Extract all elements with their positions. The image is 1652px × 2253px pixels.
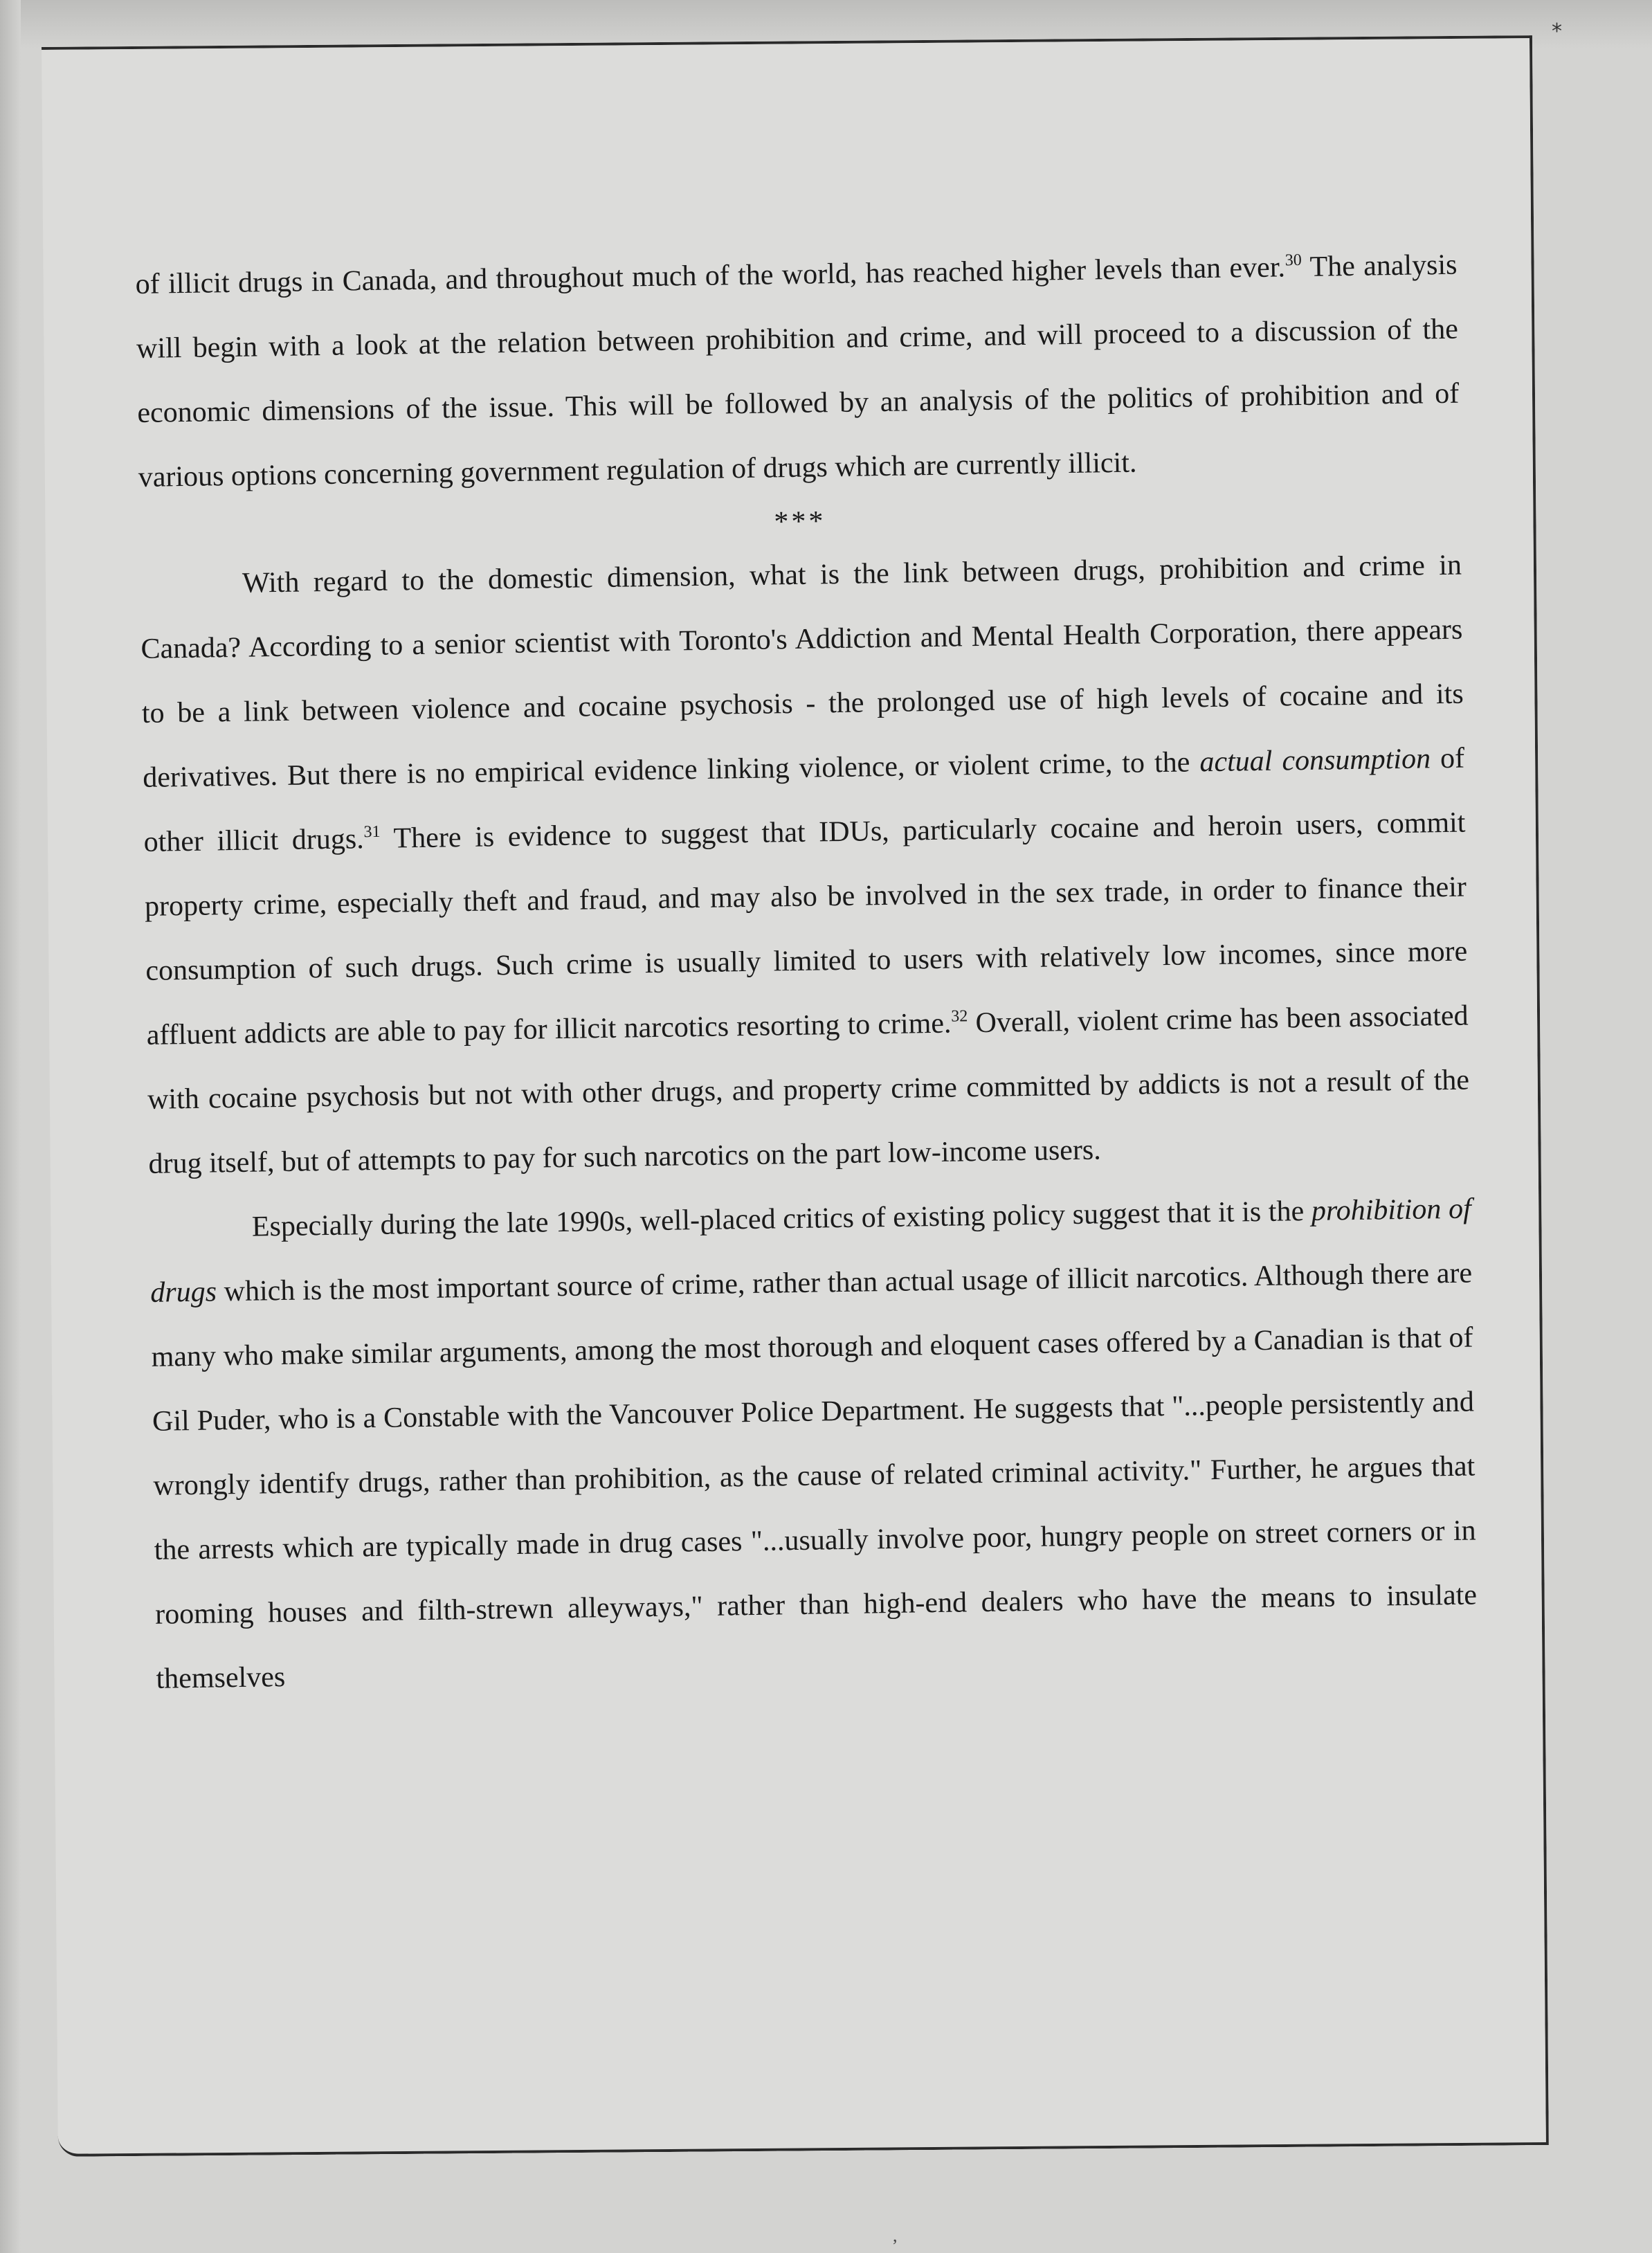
section-separator: ***	[774, 505, 826, 539]
paragraph-intro	[135, 233, 1460, 510]
footnote-marker: 31	[363, 822, 381, 842]
scan-shadow-left	[0, 0, 21, 2253]
text-run: which is the most important source of crime, rather than actual usage of illicit narcotics. Although there are many who make similar arguments, among the most thorough and eloquent cases offered by a Canadian is that of Gil Puder, who is a Constable with the Vancouver Police Department. He suggests that "...people persistently and wrongly identify drugs, rather than prohibition, as the cause of related criminal activity." Further, he argues that the arrests which are typically made in drug cases "...usually involve poor, hungry people on street corners or in rooming houses and filth-strewn alleyways," rather than high-end dealers who have the means to insulate themselves	[151, 1257, 1478, 1695]
italic-emphasis: actual consumption	[1199, 743, 1431, 779]
footnote-marker: 32	[951, 1007, 968, 1026]
paragraph-prohibition-critics	[149, 1177, 1478, 1712]
text-run: There is evidence to suggest that IDUs, particularly cocaine and heroin users, commit property crime, especially theft and fraud, and may also be involved in the sex trade, in order to finance their consumption of such drugs. Such crime is usually limited to users with relatively low incomes, since more affluent addicts are able to pay for illicit narcotics resorting to crime.	[144, 806, 1468, 1051]
text-run: Especially during the late 1990s, well-placed critics of existing policy suggest that it is the	[251, 1195, 1312, 1243]
footnote-marker: 30	[1285, 251, 1302, 270]
text-run: The analysis will begin with a look at the relation between prohibition and crime, and will proceed to a discussion of the economic dimensions of the issue. This will be followed by an analysis of the politics of prohibition and of various options concerning government regulation of drugs which are currently illicit.	[136, 248, 1460, 494]
text-run: With regard to the domestic dimension, what is the link between drugs, prohibition and crime in Canada? According to a senior scientist with Toronto's Addiction and Mental Health Corporation, there appears to be a link between violence and cocaine psychosis - the prolonged use of high levels of cocaine and its derivatives. But there is no empirical evidence linking violence, or violent crime, to the	[140, 549, 1464, 794]
corner-mark: *	[1552, 19, 1562, 44]
document-body	[135, 233, 1478, 1712]
italic-emphasis: prohibition of drugs	[149, 1193, 1472, 1309]
text-run: of other illicit drugs.	[143, 742, 1465, 858]
text-run: Overall, violent crime has been associated with cocaine psychosis but not with other drugs, and property crime committed by addicts is not a result of the drug itself, but of attempts to pay for such narcotics on the part low-income users.	[147, 999, 1470, 1180]
paragraph-domestic-dimension	[139, 534, 1471, 1197]
stray-mark: ,	[893, 2225, 898, 2245]
text-run: of illicit drugs in Canada, and throughout much of the world, has reached higher levels than ever.	[135, 251, 1286, 300]
